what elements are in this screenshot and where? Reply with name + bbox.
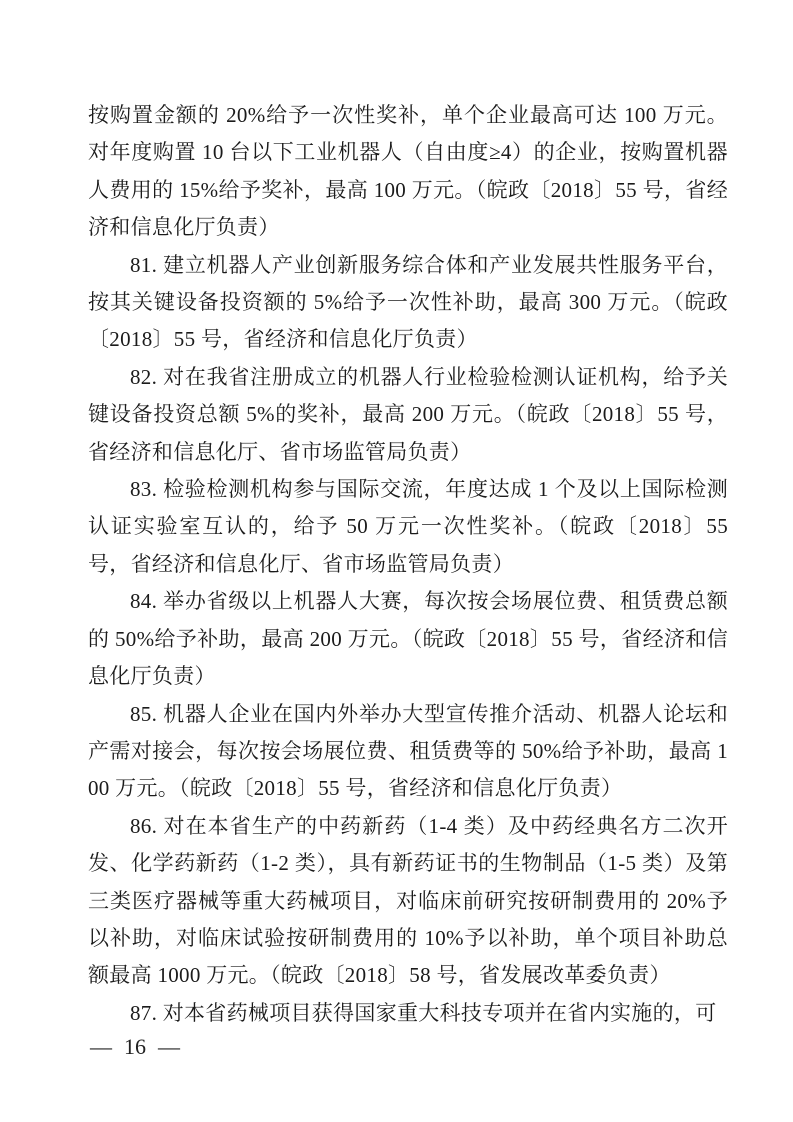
page-footer	[90, 1033, 180, 1061]
paragraph-item-86: 86. 对在本省生产的中药新药（1-4 类）及中药经典名方二次开发、化学药新药（1-2 类），具有新药证书的生物制品（1-5 类）及第三类医疗器械等重大药械项目，对临床前研究按研制费用的 20%予以补助，对临床试验按研制费用的 10%予以补助，单个项目补助总额最高 1000 万元。（皖政〔2018〕58 号，省发展改革委负责）	[88, 813, 728, 988]
paragraph-item-83: 83. 检验检测机构参与国际交流，年度达成 1 个及以上国际检测认证实验室互认的，给予 50 万元一次性奖补。（皖政〔2018〕55 号，省经济和信息化厅、省市场监管局负责）	[88, 477, 728, 576]
footer-dash-right: —	[158, 1034, 180, 1059]
paragraph-item-84: 84. 举办省级以上机器人大赛，每次按会场展位费、租赁费总额的 50%给予补助，最高 200 万元。（皖政〔2018〕55 号，省经济和信息化厅负责）	[88, 589, 728, 689]
paragraph-item-85: 85. 机器人企业在国内外举办大型宣传推介活动、机器人论坛和产需对接会，每次按会场展位费、租赁费等的 50%给予补助，最高 100 万元。（皖政〔2018〕55 号，省经济和信息化厅负责）	[88, 701, 728, 801]
paragraph-item-80-continuation: 按购置金额的 20%给予一次性奖补，单个企业最高可达 100 万元。对年度购置 10 台以下工业机器人（自由度≥4）的企业，按购置机器人费用的 15%给予奖补，最高 100 万元。（皖政〔2018〕55 号，省经济和信息化厅负责）	[88, 103, 728, 240]
paragraph-item-82: 82. 对在我省注册成立的机器人行业检验检测认证机构，给予关键设备投资总额 5%的奖补，最高 200 万元。（皖政〔2018〕55 号，省经济和信息化厅、省市场监管局负责）	[88, 364, 728, 464]
paragraph-item-81: 81. 建立机器人产业创新服务综合体和产业发展共性服务平台，按其关键设备投资额的 5%给予一次性补助，最高 300 万元。（皖政〔2018〕55 号，省经济和信息化厅负责）	[88, 252, 728, 352]
paragraph-item-87: 87. 对本省药械项目获得国家重大科技专项并在省内实施的，可	[130, 1000, 717, 1025]
document-body	[88, 97, 728, 1032]
footer-dash-left: —	[90, 1034, 112, 1059]
page-number: 16	[124, 1034, 146, 1059]
